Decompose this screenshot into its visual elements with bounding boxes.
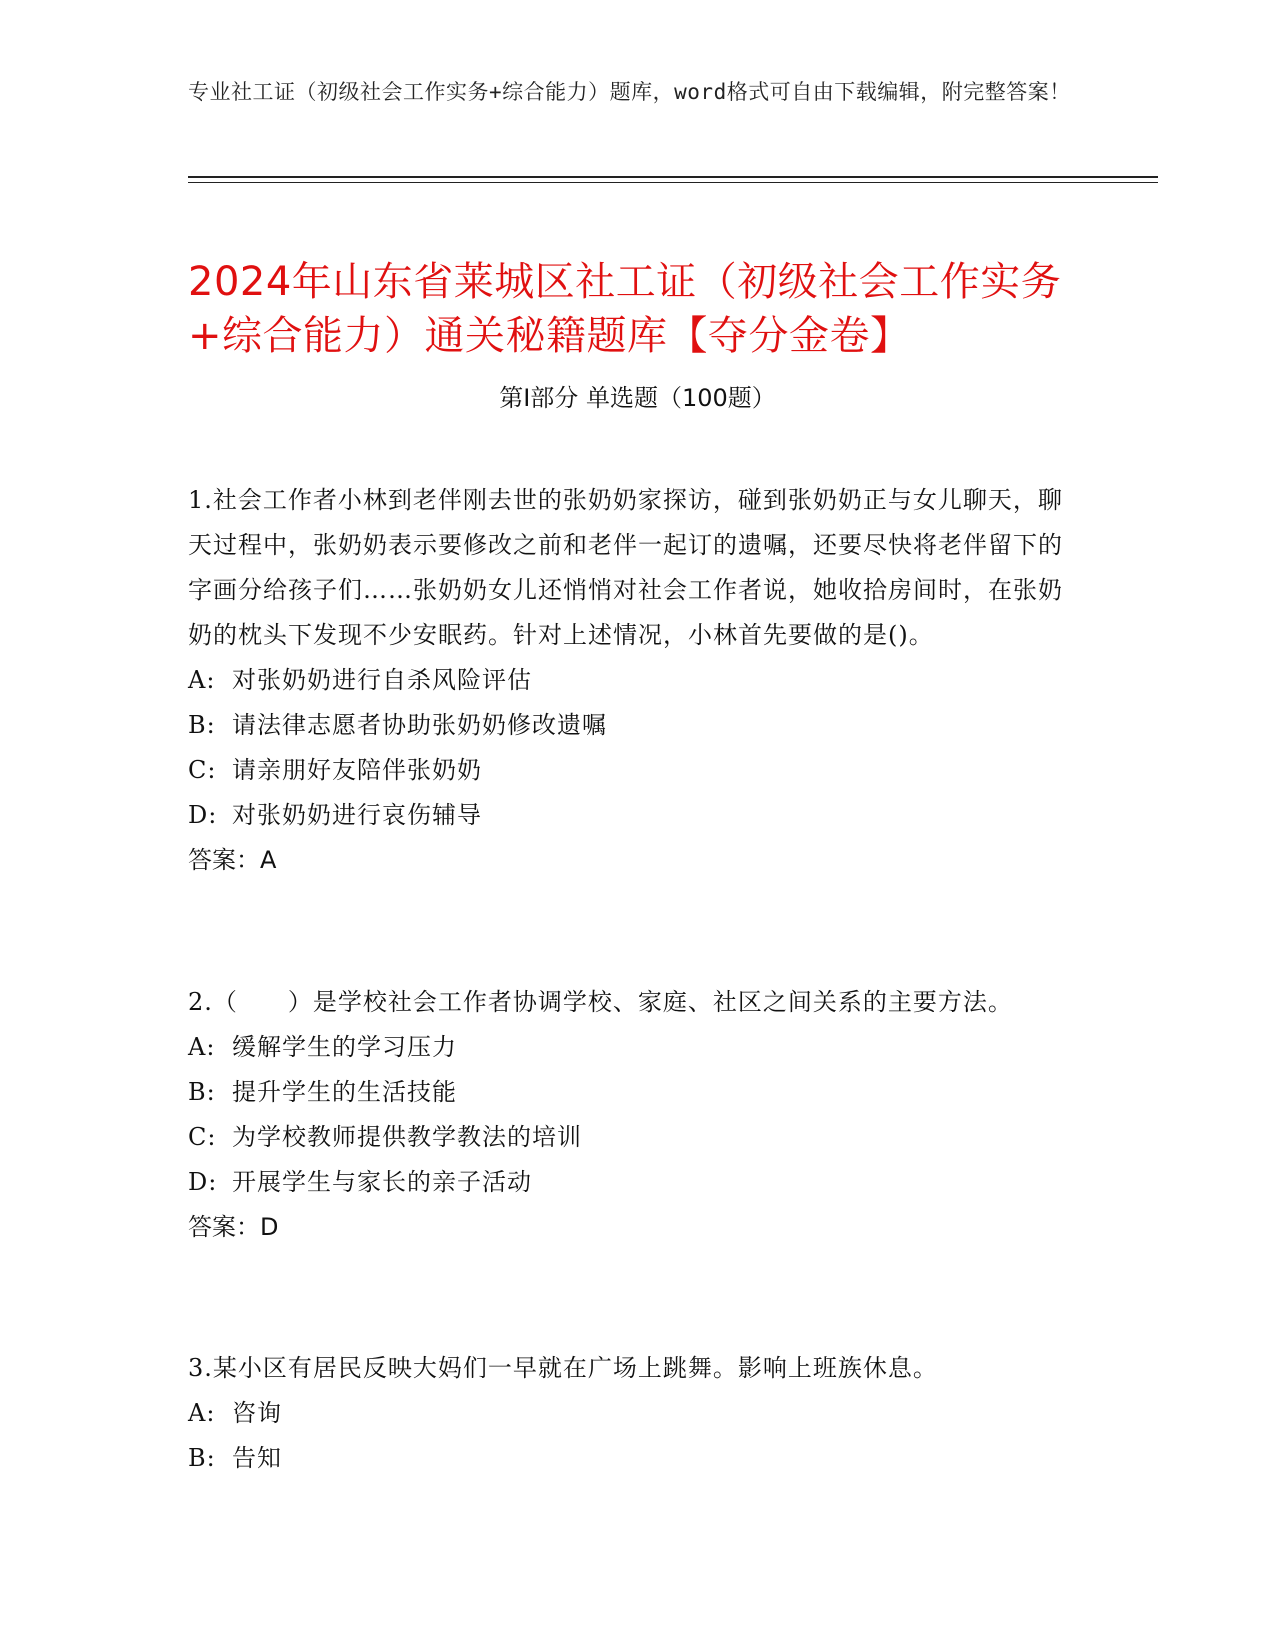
option-key: D: [188,801,218,829]
option-d [188,793,1068,838]
option-text: 告知 [232,1444,282,1472]
option-text: 开展学生与家长的亲子活动 [232,1168,532,1196]
option-text: 缓解学生的学习压力 [232,1033,457,1061]
question-2 [188,980,1068,1250]
section-heading: 第Ⅰ部分 单选题（100题） [499,384,776,412]
option-b [188,1070,1068,1115]
option-key: C: [188,1123,217,1151]
option-key: D: [188,1168,218,1196]
header-rule-thick [188,176,1158,178]
option-text: 请法律志愿者协助张奶奶修改遗嘱 [232,711,607,739]
question-stem: 1.社会工作者小林到老伴刚去世的张奶奶家探访，碰到张奶奶正与女儿聊天，聊天过程中，张奶奶表示要修改之前和老伴一起订的遗嘱，还要尽快将老伴留下的字画分给孩子们……张奶奶女儿还悄悄对社会工作者说，她收拾房间时，在张奶奶的枕头下发现不少安眠药。针对上述情况，小林首先要做的是()。 [188,486,1063,649]
option-text: 对张奶奶进行自杀风险评估 [232,666,532,694]
option-a [188,1025,1068,1070]
document-title: 2024年山东省莱城区社工证（初级社会工作实务+综合能力）通关秘籍题库【夺分金卷】 [188,258,1062,359]
option-text: 咨询 [232,1399,282,1427]
header-rule-thin [188,182,1158,183]
option-key: B: [188,1444,216,1472]
option-d [188,1160,1068,1205]
option-key: C: [188,756,217,784]
question-3 [188,1346,1068,1481]
answer-line [188,1205,1068,1250]
option-a [188,658,1068,703]
option-key: A: [188,1399,216,1427]
question-stem: 3.某小区有居民反映大妈们一早就在广场上跳舞。影响上班族休息。 [188,1354,938,1382]
option-b [188,1436,1068,1481]
option-text: 对张奶奶进行哀伤辅导 [232,801,482,829]
answer-value: A [260,846,277,874]
option-c [188,1115,1068,1160]
option-a [188,1391,1068,1436]
option-key: B: [188,711,216,739]
option-text: 请亲朋好友陪伴张奶奶 [232,756,482,784]
header-note: 专业社工证（初级社会工作实务+综合能力）题库，word格式可自由下载编辑，附完整答案！ [188,80,1071,104]
option-key: B: [188,1078,216,1106]
question-stem: 2.（ ）是学校社会工作者协调学校、家庭、社区之间关系的主要方法。 [188,988,1013,1016]
answer-value: D [260,1213,279,1241]
answer-label: 答案： [188,1213,260,1241]
answer-line [188,838,1068,883]
option-key: A: [188,666,216,694]
answer-label: 答案： [188,846,260,874]
option-key: A: [188,1033,216,1061]
option-c [188,748,1068,793]
option-b [188,703,1068,748]
option-text: 为学校教师提供教学教法的培训 [232,1123,582,1151]
question-1 [188,478,1068,883]
option-text: 提升学生的生活技能 [232,1078,457,1106]
